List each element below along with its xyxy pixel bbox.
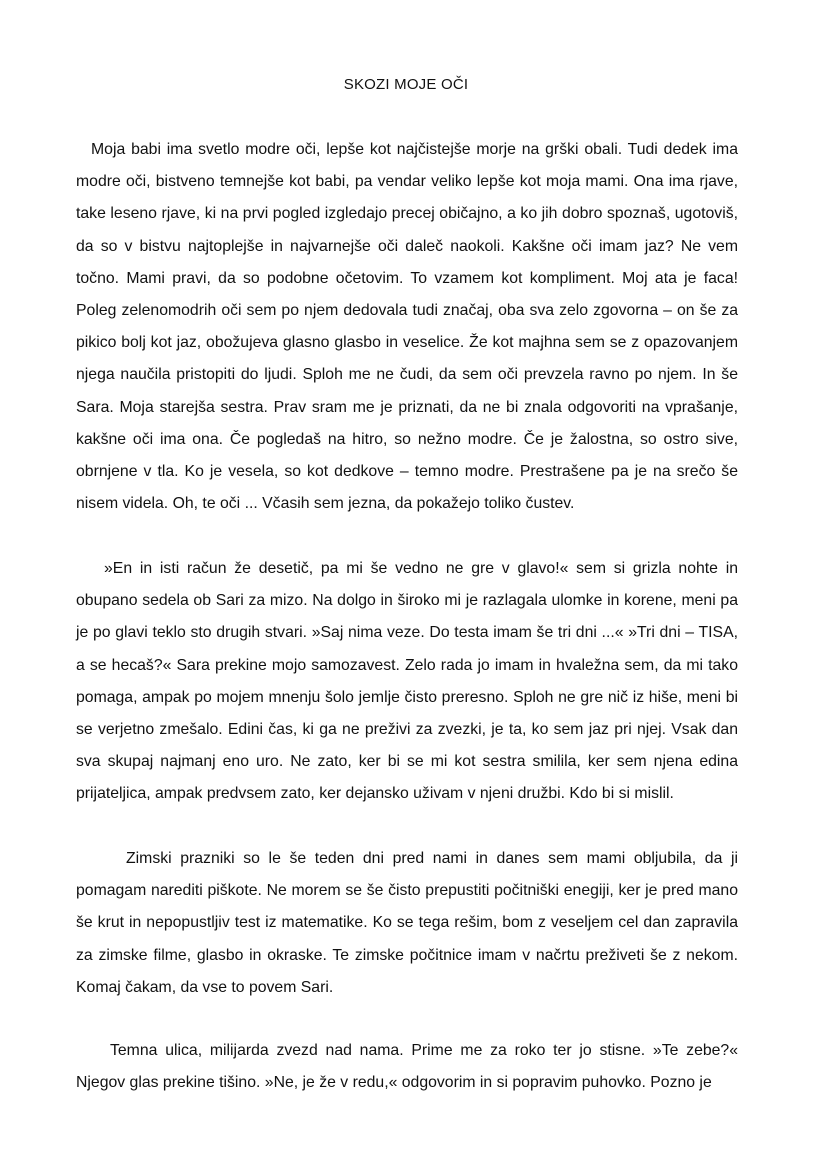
document-title: SKOZI MOJE OČI (343, 76, 469, 93)
paragraph-2: »En in isti račun že desetič, pa mi še vedno ne gre v glavo!« sem si grizla nohte in obupano sedela ob Sari za mizo. Na dolgo in široko mi je razlagala ulomke in korene, meni pa je po glavi teklo sto drugih stvari. »Saj nima veze. Do testa imam še tri dni ...« »Tri dni – TISA, a se hecaš?« Sara prekine mojo samozavest. Zelo rada jo imam in hvaležna sem, da mi tako pomaga, ampak po mojem mnenju šolo jemlje čisto preresno. Sploh ne gre nič iz hiše, meni bi se verjetno zmešalo. Edini čas, ki ga ne preživi za zvezki, je ta, ko sem jaz pri njej. Vsak dan sva skupaj najmanj eno uro. Ne zato, ker bi se mi kot sestra smilila, ker sem njena edina prijateljica, ampak predvsem zato, ker dejansko uživam v njeni družbi. Kdo bi si mislil. (76, 560, 738, 803)
paragraph-1: Moja babi ima svetlo modre oči, lepše kot najčistejše morje na grški obali. Tudi dedek ima modre oči, bistveno temnejše kot babi, pa vendar veliko lepše kot moja mami. Ona ima rjave, take leseno rjave, ki na prvi pogled izgledajo precej običajno, a ko jih dobro spoznaš, ugotoviš, da so v bistvu najtoplejše in najvarnejše oči daleč naokoli. Kakšne oči imam jaz? Ne vem točno. Mami pravi, da so podobne očetovim. To vzamem kot kompliment. Moj ata je faca! Poleg zelenomodrih oči sem po njem dedovala tudi značaj, oba sva zelo zgovorna – on še za pikico bolj kot jaz, obožujeva glasno glasbo in veselice. Že kot majhna sem se z opazovanjem njega naučila pristopiti do ljudi. Sploh me ne čudi, da sem oči prevzela ravno po njem. In še Sara. Moja starejša sestra. Prav sram me je priznati, da ne bi znala odgovoriti na vprašanje, kakšne oči ima ona. Če pogledaš na hitro, so nežno modre. Če je žalostna, so ostro sive, obrnjene v tla. Ko je vesela, so kot dedkove – temno modre. Prestrašene pa je na srečo še nisem videla. Oh, te oči ... Včasih sem jezna, da pokažejo toliko čustev. (76, 141, 738, 513)
paragraph-4: Temna ulica, milijarda zvezd nad nama. Prime me za roko ter jo stisne. »Te zebe?« Njegov glas prekine tišino. »Ne, je že v redu,« odgovorim in si popravim puhovko. Pozno je (76, 1042, 738, 1092)
paragraph-3: Zimski prazniki so le še teden dni pred nami in danes sem mami obljubila, da ji pomagam narediti piškote. Ne morem se še čisto prepustiti počitniški enegiji, ker je pred mano še krut in nepopustljiv test iz matematike. Ko se tega rešim, bom z veseljem cel dan zapravila za zimske filme, glasbo in okraske. Te zimske počitnice imam v načrtu preživeti še z nekom. Komaj čakam, da vse to povem Sari. (76, 850, 738, 996)
